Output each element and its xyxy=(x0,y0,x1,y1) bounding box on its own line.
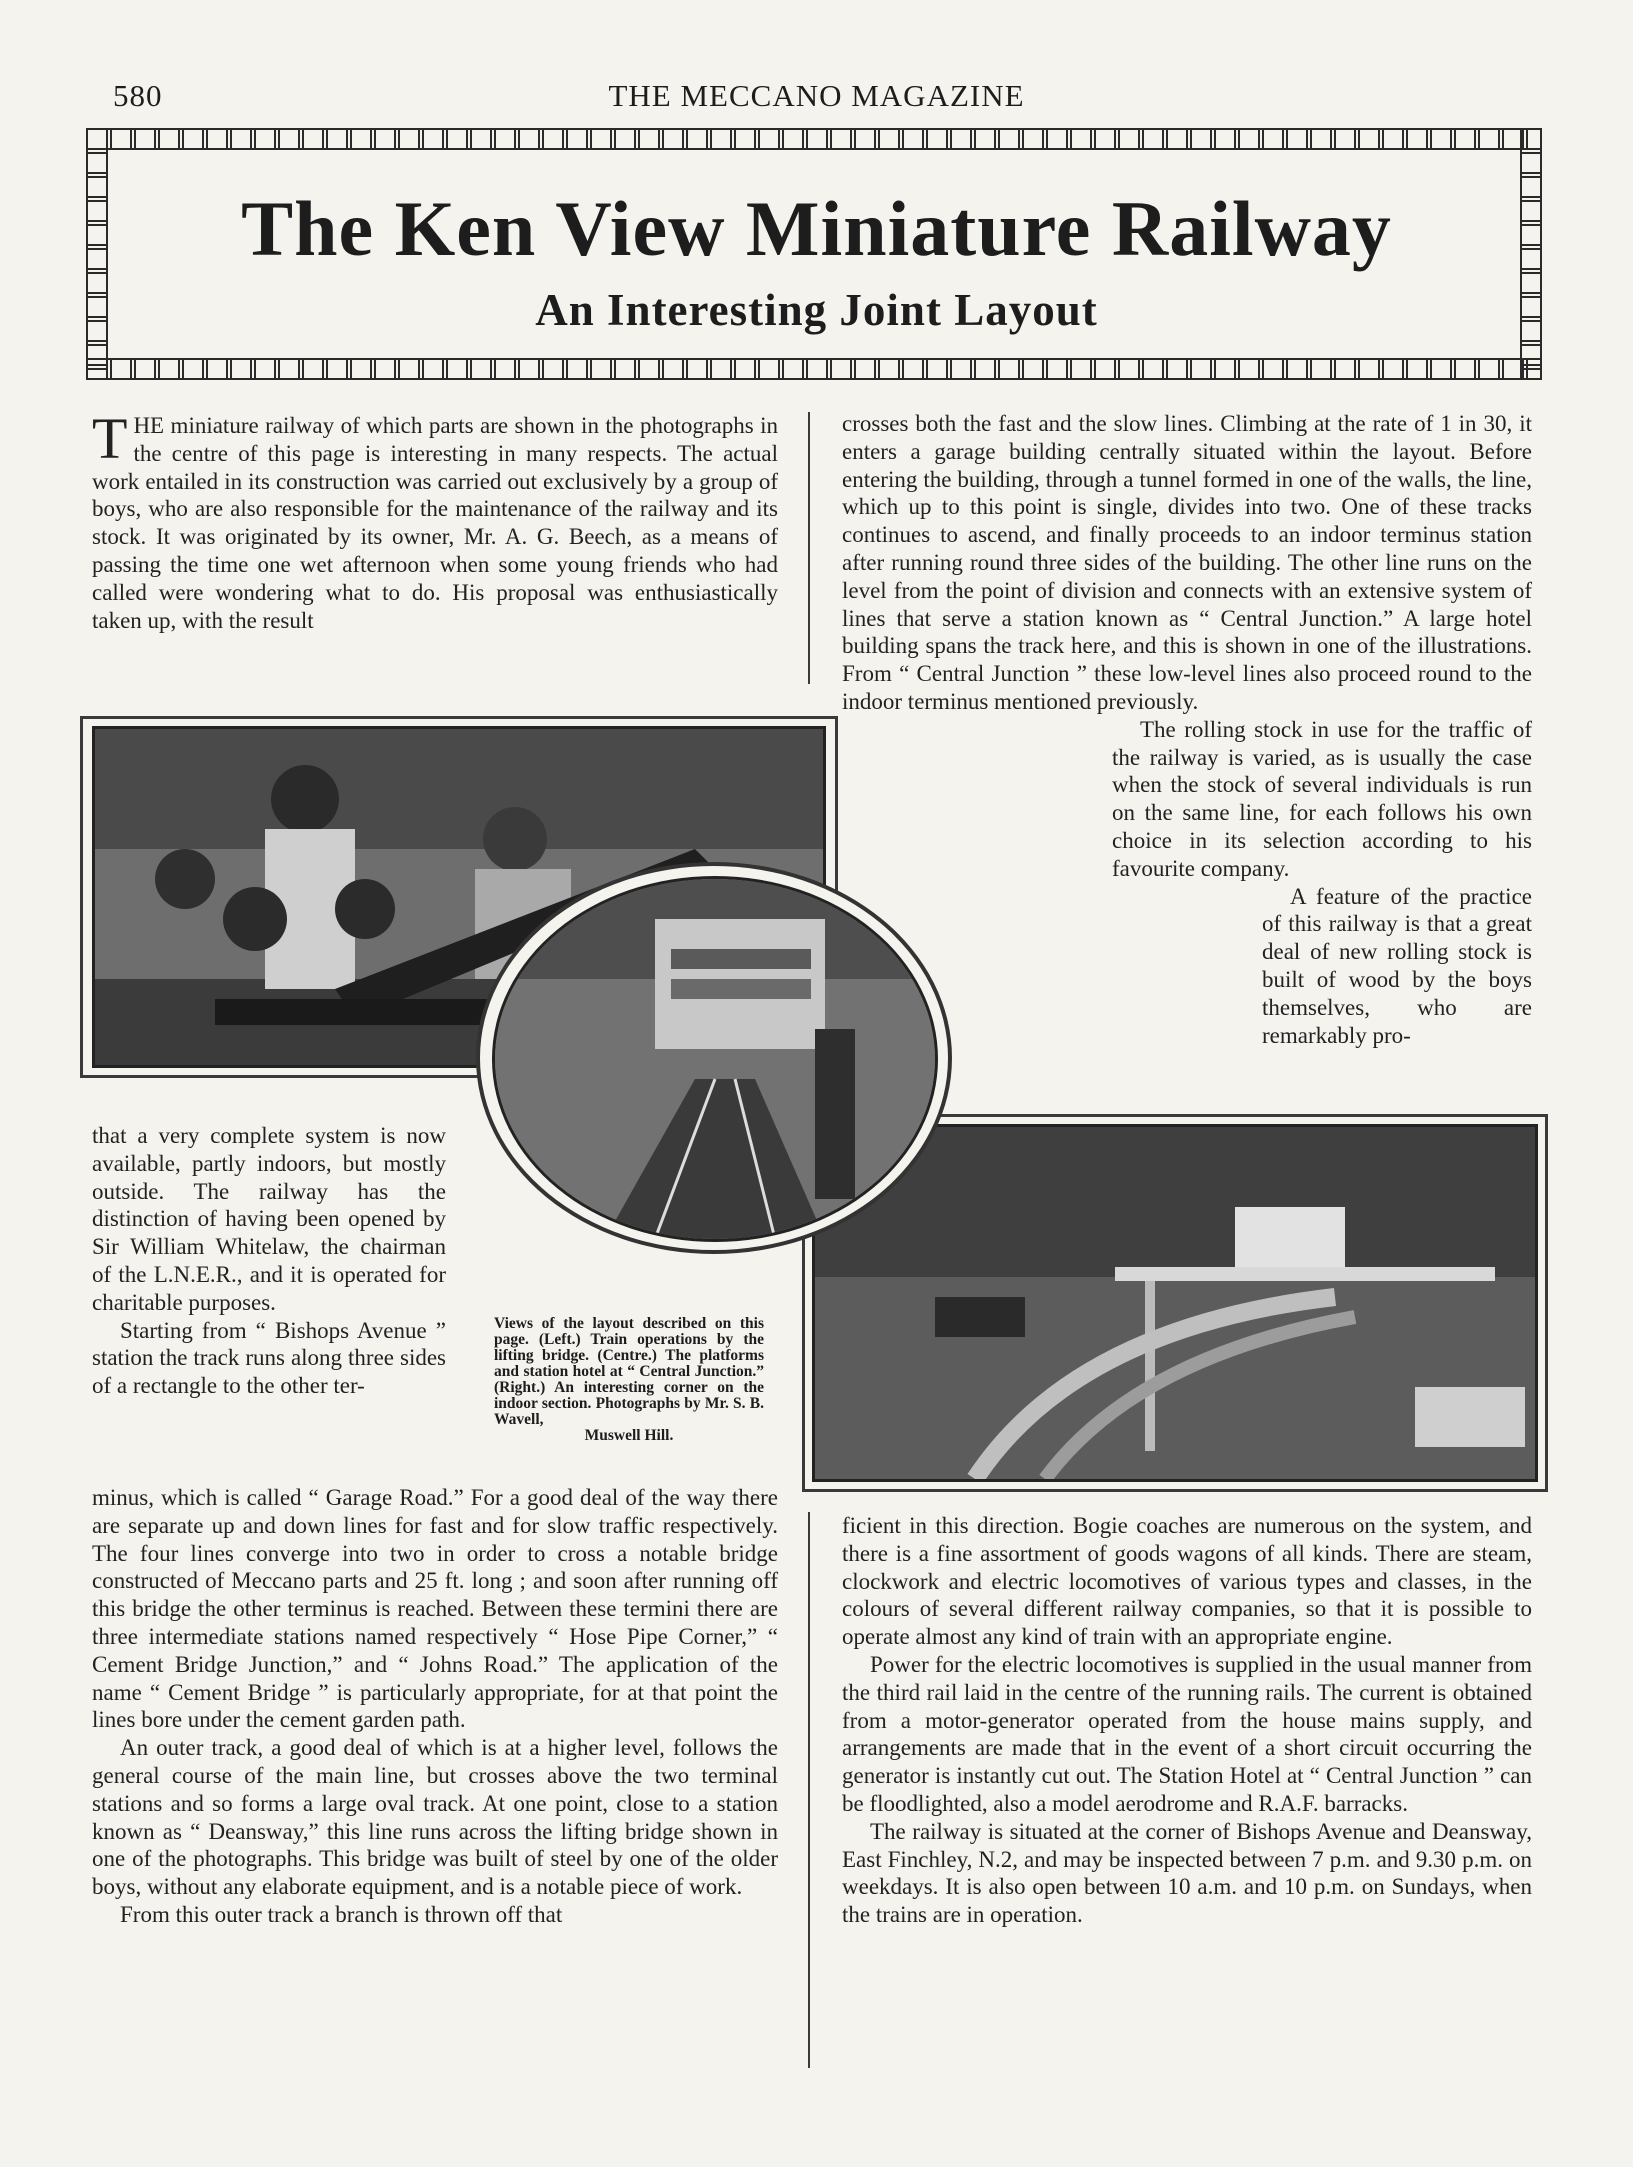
paragraph: An outer track, a good deal of which is at a higher level, follows the general course of the main line, but crosses above the two terminal stations and so forms a large oval track. At one point, close to a station known as “ Deansway,” this line runs across the lifting bridge shown in one of the photographs. This bridge was built of steel by one of the older boys, without any elaborate equipment, and is a notable piece of work. xyxy=(92,1735,778,1900)
page-number: 580 xyxy=(113,78,163,113)
drop-cap: T xyxy=(92,406,128,471)
body-column-left-middle xyxy=(92,1122,446,1400)
paragraph: crosses both the fast and the slow lines. Climbing at the rate of 1 in 30, it enters a garage building centrally situated within the layout. Before entering the building, through a tunnel formed in one of the walls, the line, which up to this point is single, divides into two. One of these tracks continues to ascend, and finally proceeds to an indoor terminus station after running round three sides of the building. The other line runs on the level from the point of division and connects with an extensive system of lines that serve a station known as “ Central Junction.” A large hotel building spans the track here, and this is shown in one of the illustrations. From “ Central Junction ” these low-level lines also proceed round to the indoor terminus mentioned previously. xyxy=(842,411,1532,714)
paragraph: A feature of the practice of this railway is that a great deal of new rolling stock is built of wood by the boys themselves, who are remarkably pro- xyxy=(1262,883,1532,1048)
magazine-title: THE MECCANO MAGAZINE xyxy=(608,78,1025,113)
body-column-right-bottom xyxy=(842,1512,1532,1929)
body-column-left-top xyxy=(92,406,778,634)
paragraph: From this outer track a branch is thrown off that xyxy=(120,1901,563,1927)
paragraph xyxy=(92,406,778,634)
title-border-bottom xyxy=(86,358,1542,380)
paragraph: The railway is situated at the corner of Bishops Avenue and Deansway, East Finchley, N.2, and may be inspected between 7 p.m. and 9.30 p.m. on weekdays. It is also open between 10 a.m. and 10 p.m. on Sundays, when the trains are in operation. xyxy=(842,1818,1532,1928)
paragraph-text: HE miniature railway of which parts are shown in the photographs in the centre of this page is interesting in many respects. The actual work entailed in its construction was carried out exclusively by a group of boys, who are also responsible for the maintenance of the railway and its stock. It was originated by its owner, Mr. A. G. Beech, as a means of passing the time one wet afternoon when some young friends who had called were wondering what to do. His proposal was enthusiastically taken up, with the result xyxy=(92,413,778,633)
title-border-top xyxy=(86,128,1542,150)
photo-central-junction-image xyxy=(495,879,935,1239)
figure-caption xyxy=(494,1316,764,1444)
paragraph: ficient in this direction. Bogie coaches are numerous on the system, and there is a fine assortment of goods wagons of all kinds. There are steam, clockwork and electric locomotives of various types and classes, in the colours of several different railway companies, so that it is possible to operate almost any kind of train with an appropriate engine. xyxy=(842,1513,1532,1650)
paragraph: that a very complete system is now available, partly indoors, but mostly outside. The railway has the distinction of having been opened by Sir William Whitelaw, the chairman of the L.N.E.R., and it is operated for charitable purposes. xyxy=(92,1123,446,1315)
column-rule-top xyxy=(808,412,810,684)
paragraph: Starting from “ Bishops Avenue ” station the track runs along three sides of a rectangle to the other ter- xyxy=(92,1317,446,1399)
article-title: The Ken View Miniature Railway xyxy=(241,185,1392,272)
photo-indoor-corner xyxy=(812,1124,1538,1482)
paragraph: minus, which is called “ Garage Road.” For a good deal of the way there are separate up and down lines for fast and for slow traffic respectively. The four lines converge into two in order to cross a notable bridge constructed of Meccano parts and 25 ft. long ; and soon after running off this bridge the other terminus is reached. Between these termini there are three intermediate stations named respectively “ Hose Pipe Corner,” “ Cement Bridge Junction,” and “ Johns Road.” The application of the name “ Cement Bridge ” is particularly appropriate, for at that point the lines bore under the cement garden path. xyxy=(92,1485,778,1733)
column-rule-bottom xyxy=(808,1512,810,2068)
caption-credit: Muswell Hill. xyxy=(584,1427,674,1444)
photo-central-junction xyxy=(492,876,938,1242)
paragraph: The rolling stock in use for the traffic of the railway is varied, as is usually the case when the stock of several individuals is run on the same line, for each follows his own choice in its selection according to his favourite company. xyxy=(1112,716,1532,881)
paragraph: Power for the electric locomotives is supplied in the usual manner from the third rail laid in the centre of the running rails. The current is obtained from a motor-generator operated from the house mains supply, and arrangements are made that in the event of a short circuit occurring the generator is instantly cut out. The Station Hotel at “ Central Junction ” can be floodlighted, also a model aerodrome and R.A.F. barracks. xyxy=(842,1651,1532,1816)
caption-text: Views of the layout described on this page. (Left.) Train operations by the lifting bridge. (Centre.) The platforms and station hotel at “ Central Junction.” (Right.) An interesting corner on the indoor section. Photographs by Mr. S. B. Wavell, xyxy=(494,1315,764,1428)
body-column-left-bottom xyxy=(92,1484,778,1929)
article-subtitle: An Interesting Joint Layout xyxy=(535,285,1098,335)
photo-indoor-corner-image xyxy=(815,1127,1535,1479)
body-column-right-top xyxy=(842,410,1532,1049)
